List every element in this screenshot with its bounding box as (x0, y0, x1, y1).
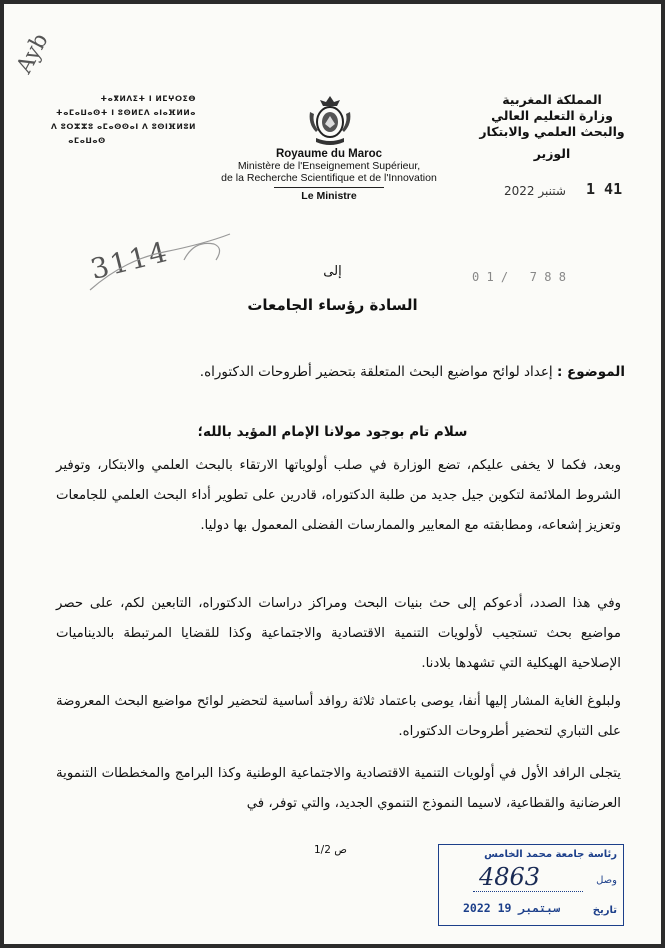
reference-date: 2022 شتنبر (504, 184, 566, 198)
arabic-header-line-2: وزارة التعليم العالي (491, 108, 613, 123)
subject-text: إعداد لوائح مواضيع البحث المتعلقة بتحضير أطروحات الدكتوراه. (199, 364, 553, 380)
handwritten-initials: Ayb (12, 29, 54, 78)
arabic-header-line-3: والبحث العلمي والابتكار (479, 124, 625, 139)
royal-crest-icon (306, 94, 354, 148)
ministry-line-1: Ministère de l'Enseignement Supérieur, (237, 160, 421, 172)
arabic-header-line-4: الوزير (533, 146, 571, 161)
letter-page (4, 4, 661, 944)
arabic-header (477, 92, 627, 162)
outgoing-number: 0 1 / 7 8 8 (472, 270, 566, 284)
recipient-to: إلى (323, 264, 342, 279)
ministry-line-2: de la Recherche Scientifique et de l'Innovation (221, 172, 437, 184)
stamp-title: رئاسة جامعة محمد الخامس (484, 849, 617, 860)
tifinagh-line-4: ⴰⵎⴰⵡⴰⵙ (68, 136, 106, 145)
tifinagh-line-3: ⴷ ⵓⵔⵣⵣⵓ ⴰⵎⴰⵙⵙⴰⵏ ⴷ ⵓⵙⵏⴼⵍⵓⵍ (50, 122, 196, 131)
tifinagh-line-1: ⵜⴰⴳⵍⴷⵉⵜ ⵏ ⵍⵎⵖⵔⵉⴱ (100, 94, 196, 103)
page-number: ص 1/2 (314, 844, 347, 856)
reference-line (504, 180, 624, 202)
salutation: سلام تام بوجود مولانا الإمام المؤيد بالله؛ (197, 424, 468, 440)
reception-stamp (438, 844, 624, 926)
stamp-date: 2022 19 سبتمبر (463, 901, 560, 915)
paragraph-3: ولبلوغ الغاية المشار إليها أنفا، يوصى باعتماد ثلاثة روافد أساسية لتحضير لوائح مواضيع البحث المعروضة على التباري لتحضير أطروحات الدكتوراه. (56, 694, 621, 739)
arabic-header-line-1: المملكة المغربية (502, 92, 602, 107)
paragraph-4: يتجلى الرافد الأول في أولويات التنمية الاقتصادية والاجتماعية الوطنية وكذا البرامج والمخططات التنموية العرضانية والقطاعية، لاسيما النموذج التنموي الجديد، والتي توفر، في (56, 766, 621, 811)
french-header (204, 148, 454, 202)
tifinagh-line-2: ⵜⴰⵎⴰⵡⴰⵙⵜ ⵏ ⵓⵙⵍⵎⴷ ⴰⵏⴰⴼⵍⵍⴰ (56, 108, 196, 117)
stamp-date-label: تاريخ (592, 905, 617, 916)
minister-title: Le Ministre (301, 190, 357, 202)
tifinagh-header (18, 92, 196, 148)
subject-line (65, 364, 625, 380)
paragraph-1: وبعد، فكما لا يخفى عليكم، تضع الوزارة في صلب أولوياتها الارتقاء بالبحث العلمي والابتكار، وتوفير الشروط الملائمة لتكوين جيل جديد من طلبة الدكتوراه، قادرين على تطوير أداء البحث العلمي للجامعات وتعزيز إشعاعه، ومطابقته مع المعايير والممارسات الفضلى المعمول بها دوليا. (56, 458, 621, 533)
paragraph-2: وفي هذا الصدد، أدعوكم إلى حث بنيات البحث ومراكز دراسات الدكتوراه، التابعين لكم، على حصر مواضيع بحث تستجيب لأولويات التنمية الاقتصادية والاجتماعية وكذا للقضايا المرتبطة بالديناميات الإصلاحية الهيكلية التي تشهدها بلادنا. (56, 596, 621, 671)
recipient-addressee: السادة رؤساء الجامعات (247, 296, 418, 314)
handwritten-margin-number: 3114 (87, 234, 173, 287)
subject-label: الموضوع : (556, 364, 625, 380)
kingdom-name: Royaume du Maroc (275, 148, 383, 160)
stamp-received-number: 4863 (479, 863, 541, 891)
stamp-received-label: وصل (596, 875, 617, 886)
reference-number: 1 41 (586, 180, 623, 198)
